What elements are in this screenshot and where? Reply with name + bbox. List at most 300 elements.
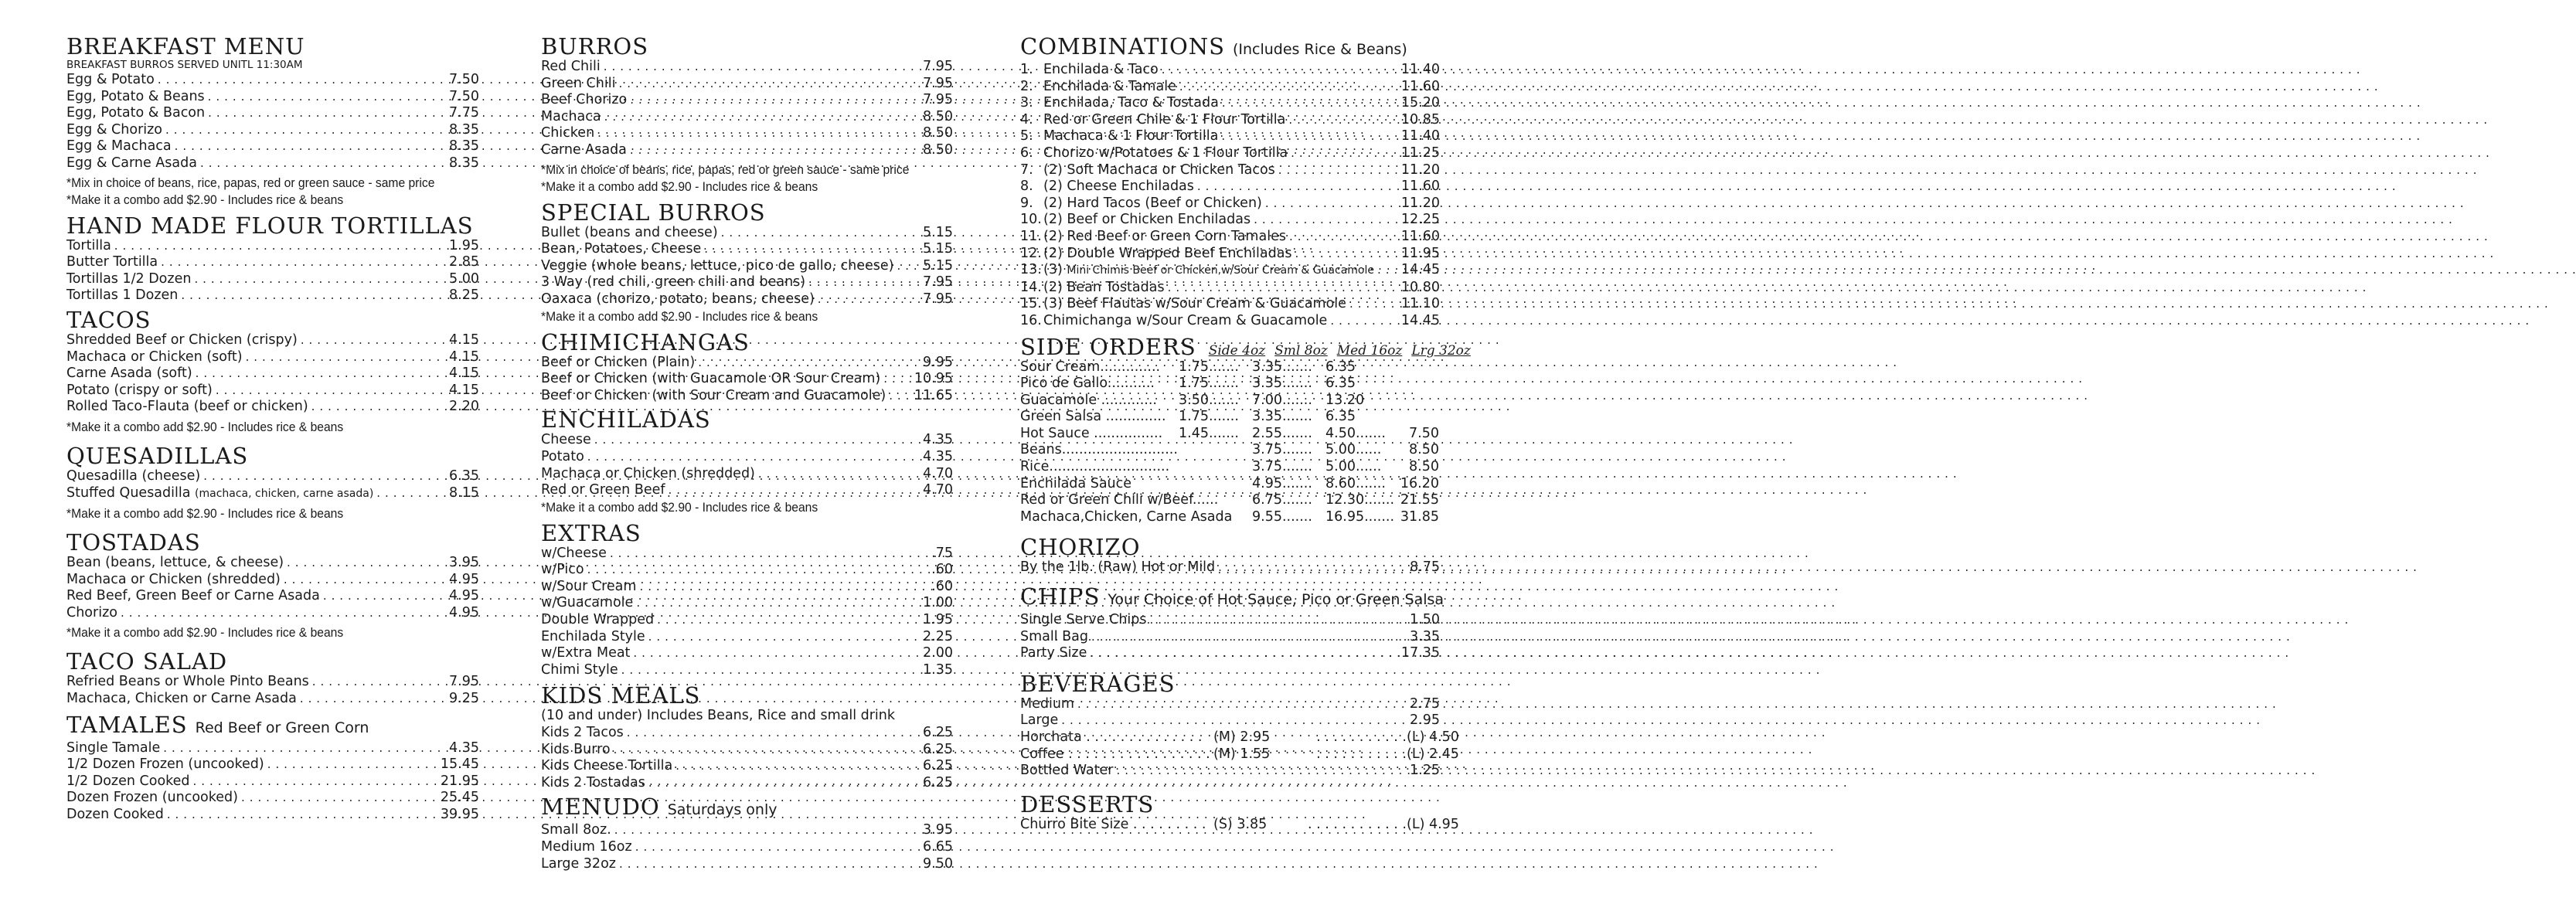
menu-item-price: 15.45: [440, 756, 479, 773]
side-size-headers: [1209, 343, 1471, 359]
menu-item: [66, 807, 479, 824]
dot-leader: [208, 105, 446, 122]
menu-item: [66, 773, 479, 790]
menu-item: [541, 562, 953, 579]
menu-item-name: Machaca or Chicken (shredded): [66, 571, 281, 587]
menu-item-price: 4.15: [449, 348, 479, 365]
menu-item: [66, 399, 479, 416]
section-desserts: [1020, 790, 1459, 834]
size-header: Side 4oz: [1208, 342, 1266, 359]
menu-item-name: 6. Chorizo w/Potatoes & 1 Flour Tortilla: [1020, 144, 1288, 161]
menu-item-name: Kids Burro: [541, 741, 611, 757]
dot-leader: [246, 349, 446, 366]
menu-item: [66, 238, 479, 255]
menu-item: [541, 241, 953, 258]
menu-item-price: 4.95: [449, 571, 479, 587]
menu-item-price: 5.15: [923, 241, 953, 257]
dot-leader: [808, 274, 920, 291]
menu-item-name: 4. Red or Green Chile & 1 Flour Tortilla: [1020, 111, 1286, 127]
menu-item: [541, 388, 953, 405]
dot-leader: [216, 382, 446, 399]
menu-item-price: 11.25: [1400, 144, 1440, 161]
menu-item-name: Beef or Chicken (with Sour Cream and Guacamole): [541, 387, 886, 403]
menu-item-name: w/Pico: [541, 562, 584, 578]
menu-item-name: Red Chili: [541, 59, 601, 74]
dot-leader: [1254, 212, 1398, 229]
menu-item-name: Small Bag: [1020, 628, 1089, 644]
menu-item-name: Machaca or Chicken (soft): [66, 348, 243, 365]
menu-item-name: 15. (3) Beef Flautas w/Sour Cream & Guacamole: [1020, 296, 1346, 312]
menu-item-price: 21.95: [440, 773, 479, 789]
menu-item-price: 21.55: [1400, 492, 1439, 508]
menu-item: [1020, 729, 1459, 746]
menu-item-name: Veggie (whole beans, lettuce, pico de gallo, cheese): [541, 257, 894, 274]
menu-item-name: Kids Cheese Tortilla: [541, 758, 673, 774]
menu-item-price: 7.95: [923, 59, 953, 74]
dot-leader: [1179, 79, 1398, 96]
dot-leader: [312, 674, 446, 691]
menu-item: [1020, 712, 1440, 729]
combo-number: 3.: [1020, 95, 1033, 111]
menu-item-price: 1.75.......: [1179, 376, 1239, 392]
menu-item-name: Tortilla: [66, 237, 111, 253]
menu-item: [66, 138, 479, 155]
menu-item: [66, 382, 479, 399]
menu-item: [1020, 746, 1459, 763]
dot-leader: [323, 588, 446, 605]
dot-leader: [301, 332, 446, 349]
menu-item-name: Sour Cream..............: [1020, 359, 1161, 375]
dot-leader: [1295, 246, 1398, 263]
dot-leader: [1265, 195, 1398, 212]
menu-item-price: 10.95: [914, 371, 953, 387]
menu-item: [1020, 559, 1440, 576]
menu-item-name: 16. Chimichanga w/Sour Cream & Guacamole: [1020, 312, 1328, 328]
menu-item-price: 1.95: [923, 612, 953, 628]
dot-leader: [165, 122, 446, 139]
menu-item: [541, 109, 953, 126]
menu-item-price: 12.30.......: [1325, 492, 1395, 508]
menu-item-price: 4.50.......: [1325, 425, 1386, 441]
menu-item-price: 11.20: [1400, 195, 1440, 211]
menu-item-price: 11.95: [1400, 245, 1440, 261]
menu-note: *Mix in choice of beans, rice, papas, red or green sauce - same price: [541, 161, 910, 177]
menu-item-name: Green Chili: [541, 75, 616, 91]
dot-leader: [1061, 712, 1407, 729]
menu-item-price: 8.50: [923, 141, 953, 158]
menu-item-price: 8.75: [1410, 559, 1440, 576]
menu-item-name: Beef or Chicken (Plain): [541, 354, 696, 370]
menu-item-price: 5.15: [923, 257, 953, 274]
menu-item-price: 4.35: [923, 432, 953, 448]
menu-item-price: 10.85: [1400, 111, 1440, 127]
menu-item-name: Stuffed Quesadilla (machaca, chicken, carne asada): [66, 484, 374, 501]
menu-item-price: 9.95: [923, 354, 953, 370]
dot-leader: [1377, 262, 1398, 279]
side-order-row: [1020, 442, 1440, 459]
section-title: BREAKFAST MENU: [66, 33, 305, 59]
dot-leader: [311, 399, 446, 416]
menu-item-price: 1.25: [1410, 763, 1440, 779]
side-order-row: [1020, 426, 1440, 443]
side-order-row: [1020, 393, 1440, 410]
section-subtitle: BREAKFAST BURROS SERVED UNITL 11:30AM: [66, 59, 303, 71]
menu-item-name: Potato (crispy or soft): [66, 382, 213, 398]
size-header: Med 16oz: [1336, 342, 1403, 359]
menu-item-name: By the 1lb. (Raw) Hot or Mild: [1020, 559, 1216, 576]
menu-item-name: 11. (2) Red Beef or Green Corn Tamales: [1020, 228, 1286, 244]
combo-number: 4.: [1020, 111, 1033, 127]
dot-leader: [1090, 645, 1398, 662]
dot-leader: [1349, 296, 1398, 313]
menu-item-price: 6.35: [1325, 359, 1356, 375]
section-title: EXTRAS: [541, 519, 641, 546]
section-taco-salad: [66, 649, 479, 707]
section-title: QUESADILLAS: [66, 442, 249, 469]
section-tamales: [66, 712, 479, 824]
menu-item: [541, 822, 953, 839]
section-quesadillas: [66, 444, 479, 522]
menu-note: *Make it a combo add $2.90 - Includes rice & beans: [66, 625, 344, 641]
section-extras: [541, 521, 953, 679]
dot-leader: [1162, 62, 1398, 79]
menu-item: [66, 555, 479, 572]
section-special-burros: [541, 200, 953, 325]
menu-item-name: 1/2 Dozen Frozen (uncooked): [66, 756, 264, 773]
section-chorizo: [1020, 535, 1440, 576]
menu-item-name: 14. (2) Bean Tostadas: [1020, 279, 1165, 295]
side-orders-header: [1020, 333, 1471, 360]
menu-item-price: .60: [931, 578, 953, 594]
dot-leader: [181, 287, 446, 304]
menu-note: *Make it a combo add $2.90 - Includes rice & beans: [66, 419, 344, 434]
menu-item-name: Red Beef, Green Beef or Carne Asada: [66, 588, 320, 604]
menu-item: [66, 588, 479, 605]
menu-item: [1020, 612, 1440, 629]
menu-item-price: [1179, 492, 1252, 509]
menu-item: [66, 674, 479, 691]
menu-item: [541, 258, 953, 275]
side-order-row: [1020, 476, 1440, 493]
menu-item: [1020, 62, 1440, 79]
menu-item-name: Machaca,Chicken, Carne Asada: [1020, 508, 1233, 525]
dot-leader: [300, 691, 446, 708]
menu-item: [66, 756, 479, 773]
dot-leader: [203, 468, 446, 485]
menu-item-name: Egg & Potato: [66, 72, 155, 87]
menu-item-price: 4.35: [923, 448, 953, 464]
menu-item: [66, 691, 479, 708]
menu-item-name: Machaca, Chicken or Carne Asada: [66, 691, 297, 707]
dot-leader: [267, 756, 437, 773]
menu-item: [1020, 79, 1440, 96]
menu-item-name: 10. (2) Beef or Chicken Enchiladas: [1020, 212, 1251, 228]
dot-leader: [1221, 128, 1398, 145]
menu-item-price: 2.25: [923, 628, 953, 644]
dot-leader: [630, 142, 920, 159]
menu-item: [1020, 696, 1440, 713]
section-chips: [1020, 583, 1445, 662]
menu-item-price: 8.50: [1409, 442, 1439, 458]
menu-item: [541, 371, 953, 388]
combo-number: 14.: [1020, 279, 1042, 295]
section-chimichangas: [541, 330, 953, 405]
dot-leader: [897, 258, 920, 275]
dot-leader: [758, 466, 920, 483]
menu-item-price: [1179, 476, 1252, 493]
dot-leader: [604, 59, 920, 76]
menu-item-price: 1.75.......: [1179, 409, 1239, 425]
section-tortillas: [66, 213, 479, 304]
menu-item-price: 8.50: [1409, 459, 1439, 475]
dot-leader: [161, 254, 446, 271]
dot-leader: [698, 355, 920, 372]
menu-item-price: 1.95: [449, 237, 479, 253]
menu-item: [541, 142, 953, 159]
combo-number: 7.: [1020, 161, 1033, 178]
menu-item-name: Refried Beans or Whole Pinto Beans: [66, 674, 309, 690]
menu-item-price: 7.50: [1409, 425, 1439, 441]
dot-leader: [721, 225, 920, 242]
dot-leader: [241, 790, 437, 807]
menu-item-name: Egg & Carne Asada: [66, 155, 197, 171]
combo-number: 11.: [1020, 228, 1042, 244]
menu-item-name: w/Guacamole: [541, 595, 634, 611]
dot-leader: [1091, 629, 1407, 646]
menu-item: [1020, 195, 1440, 212]
section-title: SPECIAL BURROS: [541, 199, 766, 226]
menu-item: [66, 572, 479, 589]
dot-leader: [158, 72, 446, 89]
menu-item: [541, 595, 953, 612]
menu-item: [1020, 313, 1440, 330]
menu-item-price: 11.40: [1400, 128, 1440, 144]
menu-item-name: Enchilada Sauce: [1020, 475, 1132, 491]
menu-item: [541, 742, 953, 759]
dot-leader: [1278, 162, 1398, 179]
menu-item-price: 11.20: [1400, 161, 1440, 178]
menu-item-price: 31.85: [1400, 508, 1439, 525]
menu-item-name: Carne Asada: [541, 141, 627, 158]
size-header: Lrg 32oz: [1411, 342, 1471, 359]
menu-item: [541, 225, 953, 242]
side-order-row: [1020, 509, 1440, 526]
dot-leader: [639, 579, 922, 596]
section-title: KIDS MEALS: [541, 682, 701, 709]
menu-item-name: w/Cheese: [541, 545, 607, 561]
section-breakfast: [66, 34, 479, 209]
combo-number: 1.: [1020, 62, 1033, 77]
menu-item-name: Kids 2 Tacos: [541, 725, 624, 741]
dot-leader: [614, 742, 920, 759]
menu-item: [541, 839, 953, 856]
section-title: TOSTADAS: [66, 529, 201, 556]
menu-item-name: Egg, Potato & Beans: [66, 88, 205, 104]
menu-item-price: 11.10: [1400, 296, 1440, 312]
menu-item: [541, 59, 953, 76]
menu-item-name: 13. (3) Mini Chimis Beef or Chicken,w/Sour Cream & Guacamole: [1020, 262, 1374, 278]
menu-item: [1020, 629, 1440, 646]
menu-item-price: .60: [931, 562, 953, 578]
menu-item-name: Machaca or Chicken (shredded): [541, 465, 755, 481]
dot-leader: [621, 662, 920, 679]
menu-item-price: 7.95: [449, 674, 479, 690]
menu-item-name: Party Size: [1020, 645, 1087, 661]
menu-item-price: 5.00......: [1325, 459, 1382, 475]
menu-item-price: 3.50.......: [1179, 392, 1239, 408]
section-tacos: [66, 308, 479, 436]
dot-leader: [635, 839, 920, 856]
dot-leader: [200, 155, 446, 172]
menu-item-price: 3.75.......: [1252, 442, 1312, 458]
menu-item-price: [1399, 393, 1439, 410]
menu-item-price: 3.35.......: [1252, 376, 1312, 392]
menu-item: [66, 271, 479, 288]
menu-item-price: 4.15: [449, 382, 479, 398]
menu-item-price: 11.65: [914, 387, 953, 403]
section-title: TACO SALAD: [66, 648, 228, 675]
dot-leader: [1116, 763, 1407, 780]
menu-item: [1020, 95, 1440, 112]
section-title: COMBINATIONS (Includes Rice & Beans): [1020, 33, 1407, 59]
menu-item-price: 6.25: [923, 725, 953, 741]
menu-item-name: Bullet (beans and cheese): [541, 224, 718, 240]
menu-item: [541, 466, 953, 483]
menu-note: *Make it a combo add $2.90 - Includes rice & beans: [541, 499, 818, 515]
combo-number: 10.: [1020, 212, 1042, 228]
menu-item: [541, 482, 953, 499]
menu-item-name: Single Serve Chips: [1020, 612, 1147, 628]
menu-item-name: 9. (2) Hard Tacos (Beef or Chicken): [1020, 195, 1262, 211]
menu-item-price: 8.35: [449, 138, 479, 155]
menu-item-price: 4.95.......: [1252, 475, 1312, 491]
menu-item: [66, 105, 479, 122]
dot-leader: [627, 725, 920, 742]
dot-leader: [587, 449, 920, 466]
menu-item-name: Rolled Taco-Flauta (beef or chicken): [66, 399, 308, 415]
menu-item-name: Butter Tortilla: [66, 254, 158, 270]
menu-item-price: 8.50: [923, 108, 953, 124]
menu-item-price: 14.45: [1400, 312, 1440, 328]
menu-item: [541, 546, 953, 563]
menu-item-price: 5.00......: [1325, 442, 1382, 458]
menu-column-3: [1020, 33, 1471, 833]
menu-item: [66, 332, 479, 349]
section-menudo: [541, 794, 953, 872]
menu-item-price: 8.35: [449, 121, 479, 138]
menu-item-name: w/Extra Meat: [541, 645, 631, 661]
menu-item-price: 3.75.......: [1252, 459, 1312, 475]
menu-item-price: 6.25: [923, 741, 953, 757]
menu-item: [541, 612, 953, 629]
menu-item-price: (M) 1.55: [1213, 746, 1271, 762]
section-title: TAMALES Red Beef or Green Corn: [66, 711, 369, 738]
menu-item-price: 3.95: [923, 822, 953, 838]
section-title: BURROS: [541, 33, 649, 59]
menu-item-price: 4.35: [449, 739, 479, 756]
menu-item-price: 2.85: [449, 254, 479, 270]
dot-leader: [1197, 178, 1398, 195]
menu-item: [66, 349, 479, 366]
combo-number: 6.: [1020, 144, 1033, 161]
side-order-row: [1020, 492, 1440, 509]
menu-item: [66, 122, 479, 139]
menu-item-name: Single Tamale: [66, 739, 161, 756]
menu-item-name: Cheese: [541, 432, 591, 448]
menu-item-price: 16.20: [1400, 475, 1439, 491]
menu-item-price: 3.95: [449, 555, 479, 571]
dot-leader: [194, 271, 446, 288]
menu-item-name: Dozen Frozen (uncooked): [66, 790, 238, 806]
menu-note: *Make it a combo add $2.90 - Includes rice & beans: [66, 506, 344, 522]
section-title: BEVERAGES: [1020, 670, 1176, 697]
dot-leader: [657, 612, 920, 629]
menu-item-price: 7.95: [923, 274, 953, 291]
menu-item-price: 3.35.......: [1252, 359, 1312, 375]
menu-item-name: 7. (2) Soft Machaca or Chicken Tacos: [1020, 161, 1275, 178]
menu-item: [66, 468, 479, 485]
dot-leader: . . . . . . . . . . .: [1316, 729, 1407, 745]
dot-leader: [193, 773, 437, 790]
menu-item-price: 14.45: [1400, 262, 1440, 278]
section-side-orders: [1020, 333, 1471, 526]
menu-item: [541, 629, 953, 646]
menu-item-price: (M) 2.95: [1213, 729, 1271, 745]
dot-leader: [1288, 112, 1398, 129]
menu-item-name: Potato: [541, 448, 584, 464]
menu-item-price: 13.20: [1325, 392, 1365, 408]
menu-item-price: 7.00.......: [1252, 392, 1312, 408]
menu-item-name: Churro Bite Size . . . . . . . . .: [1020, 816, 1206, 832]
menu-item-price: 8.50: [923, 125, 953, 141]
dot-leader: [636, 595, 920, 612]
menu-item-price: 6.35: [1325, 376, 1356, 392]
dot-leader: [376, 485, 446, 502]
dot-leader: [1168, 280, 1398, 297]
menu-item: [1020, 162, 1440, 179]
menu-item: [541, 579, 953, 596]
menu-item-price: (L) 4.50: [1407, 729, 1459, 745]
menu-item-name: Large: [1020, 712, 1059, 729]
dot-leader: [610, 546, 922, 563]
menu-item-name: Double Wrapped: [541, 612, 655, 628]
menu-item-price: 7.75: [449, 105, 479, 121]
menu-item-name: Pico de Gallo...........: [1020, 376, 1155, 392]
menu-item-name: Egg & Chorizo: [66, 121, 163, 138]
dot-leader: [630, 92, 920, 109]
dot-leader: [1150, 612, 1407, 629]
menu-item-price: 1.00: [923, 595, 953, 611]
menu-item-name: Coffee . . . . . . . . . . . . . . . . .: [1020, 746, 1210, 762]
menu-item-price: 9.55.......: [1252, 508, 1312, 525]
dot-leader: [618, 76, 920, 93]
dot-leader: [208, 89, 446, 106]
menu-item-price: [1399, 409, 1439, 426]
menu-item: [1020, 816, 1459, 834]
side-order-row: [1020, 359, 1440, 376]
menu-item-price: 7.95: [923, 75, 953, 91]
section-title: CHIPS Your Choice of Hot Sauce, Pico or Green Salsa: [1020, 583, 1445, 610]
menu-item: [66, 740, 479, 757]
menu-item-name: Chicken: [541, 125, 595, 141]
menu-item: [541, 662, 953, 679]
menu-item-price: 11.60: [1400, 228, 1440, 244]
combo-number: 9.: [1020, 195, 1033, 211]
menu-item-price: 4.95: [449, 604, 479, 620]
combo-number: 16.: [1020, 312, 1042, 328]
menu-item: [1020, 645, 1440, 662]
menu-item-name: Bean (beans, lettuce, & cheese): [66, 555, 284, 571]
